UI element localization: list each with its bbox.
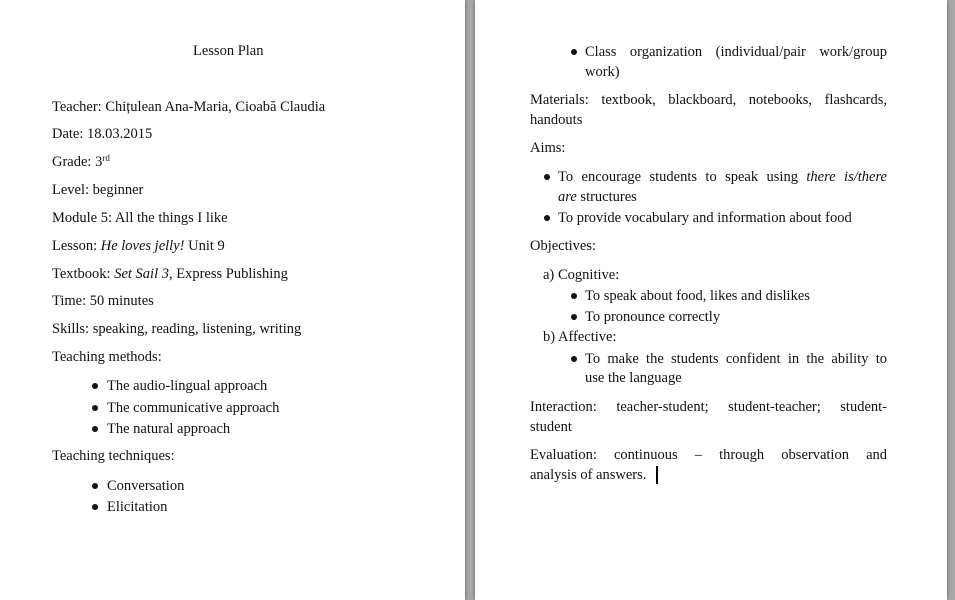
technique-item: Elicitation [107, 499, 168, 515]
bullet-icon [544, 215, 550, 221]
bullet-icon [92, 405, 98, 411]
techniques-heading: Teaching techniques: [52, 448, 175, 464]
technique-item: Conversation [107, 478, 185, 494]
bullet-icon [571, 293, 577, 299]
grade-ordinal: rd [102, 153, 110, 163]
time-line: Time: 50 minutes [52, 293, 154, 309]
evaluation-line: analysis of answers. [530, 467, 647, 483]
lesson-title: He loves jelly! [100, 238, 185, 254]
materials-line: Materials: textbook, blackboard, notebooks, flashcards, [530, 92, 887, 108]
teacher-line: Teacher: Chițulean Ana-Maria, Cioabă Claudia [52, 99, 326, 115]
class-organization-line: Class organization (individual/pair work/group [585, 44, 887, 60]
interaction-line: student [530, 419, 572, 435]
aim-item-continued [558, 188, 637, 206]
level-line: Level: beginner [52, 182, 144, 198]
interaction-line: Interaction: teacher-student; student-teacher; student- [530, 399, 887, 415]
text-cursor [656, 466, 658, 484]
class-organization-line: work) [585, 64, 620, 80]
document-title: Lesson Plan [193, 43, 264, 59]
document-page-left [0, 0, 465, 600]
bullet-icon [92, 483, 98, 489]
cognitive-marker: a) [543, 267, 555, 283]
affective-label: Affective: [558, 329, 617, 345]
aim-emphasis: there is/there [806, 169, 887, 185]
bullet-icon [544, 174, 550, 180]
bullet-icon [571, 356, 577, 362]
textbook-label: Textbook: [52, 266, 115, 282]
cognitive-item: To speak about food, likes and dislikes [585, 288, 810, 304]
method-item: The audio-lingual approach [107, 378, 268, 394]
textbook-publisher: , Express Publishing [169, 266, 288, 282]
objectives-heading: Objectives: [530, 238, 597, 254]
aim-text: structures [576, 189, 637, 205]
aim-item [558, 168, 887, 186]
bullet-icon [571, 314, 577, 320]
materials-line: handouts [530, 112, 583, 128]
method-item: The natural approach [107, 421, 231, 437]
aim-emphasis: are [558, 189, 577, 205]
evaluation-line: Evaluation: continuous – through observation and [530, 447, 887, 463]
aim-item: To provide vocabulary and information about food [558, 210, 852, 226]
affective-marker: b) [543, 329, 556, 345]
textbook-title: Set Sail 3 [114, 266, 169, 282]
bullet-icon [571, 49, 577, 55]
aims-heading: Aims: [530, 140, 566, 156]
cognitive-item: To pronounce correctly [585, 309, 721, 325]
cognitive-label: Cognitive: [558, 267, 620, 283]
affective-item: To make the students confident in the ability to [585, 351, 887, 367]
bullet-icon [92, 504, 98, 510]
method-item: The communicative approach [107, 400, 280, 416]
affective-item-continued: use the language [585, 370, 682, 386]
lesson-label: Lesson: [52, 238, 101, 254]
aim-text: To encourage students to speak using [558, 169, 807, 185]
lesson-line [52, 237, 225, 255]
grade-line [52, 153, 110, 171]
methods-heading: Teaching methods: [52, 349, 162, 365]
grade-text: Grade: 3 [52, 154, 103, 170]
lesson-unit: Unit 9 [184, 238, 225, 254]
bullet-icon [92, 383, 98, 389]
skills-line: Skills: speaking, reading, listening, writing [52, 321, 302, 337]
module-line: Module 5: All the things I like [52, 210, 228, 226]
bullet-icon [92, 426, 98, 432]
date-line: Date: 18.03.2015 [52, 126, 153, 142]
document-page-right [475, 0, 947, 600]
textbook-line [52, 265, 288, 283]
